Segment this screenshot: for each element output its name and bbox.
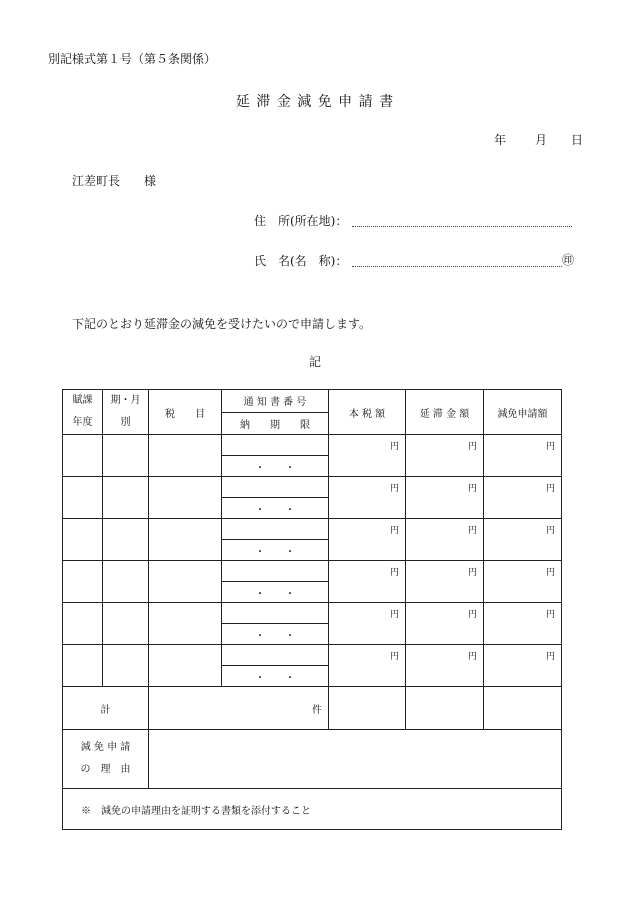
year-cell[interactable] xyxy=(63,519,103,561)
tax-item-cell[interactable] xyxy=(149,561,222,603)
principal-cell[interactable] xyxy=(329,561,406,603)
principal-cell[interactable] xyxy=(329,435,406,477)
period-cell[interactable] xyxy=(103,561,149,603)
principal-cell[interactable] xyxy=(329,519,406,561)
reason-label-line2: の 理 由 xyxy=(80,764,131,775)
header-year-cell xyxy=(63,390,103,435)
table-row xyxy=(63,519,562,540)
tax-item-cell[interactable] xyxy=(149,519,222,561)
table-row xyxy=(63,477,562,498)
date-dots: ・ ・ xyxy=(255,588,295,600)
seal-mark: ㊞ xyxy=(562,253,575,267)
header-year-top: 賦課 xyxy=(72,395,93,406)
year-cell[interactable] xyxy=(63,477,103,519)
yen-unit: 円 xyxy=(545,526,555,536)
notice-number-cell[interactable] xyxy=(222,645,329,666)
document-title: 延 滞 金 減 免 申 請 書 xyxy=(235,94,395,110)
header-tax-item: 税 目 xyxy=(149,390,222,435)
due-date-cell[interactable] xyxy=(222,498,329,519)
notice-number-cell[interactable] xyxy=(222,435,329,456)
reduction-cell[interactable] xyxy=(484,561,562,603)
year-cell[interactable] xyxy=(63,603,103,645)
date-dots: ・ ・ xyxy=(255,462,295,474)
date-dots: ・ ・ xyxy=(255,630,295,642)
total-late-fee-cell[interactable] xyxy=(406,687,484,730)
total-count-cell[interactable] xyxy=(149,687,329,730)
yen-unit: 円 xyxy=(389,526,399,536)
period-cell[interactable] xyxy=(103,603,149,645)
tax-item-cell[interactable] xyxy=(149,603,222,645)
yen-unit: 円 xyxy=(389,610,399,620)
reduction-cell[interactable] xyxy=(484,645,562,687)
yen-unit: 円 xyxy=(467,526,477,536)
period-cell[interactable] xyxy=(103,477,149,519)
yen-unit: 円 xyxy=(467,484,477,494)
principal-cell[interactable] xyxy=(329,477,406,519)
yen-unit: 円 xyxy=(545,442,555,452)
address-field[interactable] xyxy=(352,226,572,227)
due-date-cell[interactable] xyxy=(222,540,329,561)
period-cell[interactable] xyxy=(103,519,149,561)
year-cell[interactable] xyxy=(63,561,103,603)
total-row xyxy=(63,687,562,730)
yen-unit: 円 xyxy=(389,652,399,662)
date-dots: ・ ・ xyxy=(255,672,295,684)
due-date-cell[interactable] xyxy=(222,666,329,687)
form-number-label: 別記様式第１号（第５条関係） xyxy=(48,52,217,66)
principal-cell[interactable] xyxy=(329,645,406,687)
principal-cell[interactable] xyxy=(329,603,406,645)
tax-item-cell[interactable] xyxy=(149,435,222,477)
header-year-bottom: 年度 xyxy=(72,417,93,428)
yen-unit: 円 xyxy=(389,442,399,452)
due-date-cell[interactable] xyxy=(222,624,329,645)
late-fee-cell[interactable] xyxy=(406,645,484,687)
late-fee-cell[interactable] xyxy=(406,519,484,561)
reason-label-line1: 減 免 申 請 xyxy=(80,742,131,753)
header-period-top: 期・月 xyxy=(110,395,141,406)
header-due-date: 納 期 限 xyxy=(222,412,329,435)
reduction-cell[interactable] xyxy=(484,435,562,477)
total-label: 計 xyxy=(63,687,149,730)
late-fee-cell[interactable] xyxy=(406,603,484,645)
notice-number-cell[interactable] xyxy=(222,603,329,624)
table-row xyxy=(63,561,562,582)
address-label: 住 所(所在地)： xyxy=(254,214,348,228)
late-fee-cell[interactable] xyxy=(406,561,484,603)
reduction-cell[interactable] xyxy=(484,477,562,519)
name-field[interactable] xyxy=(352,266,562,267)
application-table xyxy=(62,389,562,830)
tax-item-cell[interactable] xyxy=(149,477,222,519)
year-cell[interactable] xyxy=(63,435,103,477)
date-day-label: 日 xyxy=(571,133,584,147)
yen-unit: 円 xyxy=(467,652,477,662)
header-period-bottom: 別 xyxy=(120,417,131,428)
yen-unit: 円 xyxy=(389,568,399,578)
tax-item-cell[interactable] xyxy=(149,645,222,687)
late-fee-cell[interactable] xyxy=(406,477,484,519)
year-cell[interactable] xyxy=(63,645,103,687)
yen-unit: 円 xyxy=(467,442,477,452)
addressee: 江差町長 様 xyxy=(72,174,157,188)
total-principal-cell[interactable] xyxy=(329,687,406,730)
name-label: 氏 名(名 称)： xyxy=(254,254,348,268)
header-reduction: 減免申請額 xyxy=(484,390,562,435)
total-reduction-cell[interactable] xyxy=(484,687,562,730)
ki-heading: 記 xyxy=(308,355,321,369)
date-dots: ・ ・ xyxy=(255,546,295,558)
reason-field[interactable] xyxy=(149,730,562,789)
count-unit: 件 xyxy=(312,704,322,716)
header-principal: 本 税 額 xyxy=(329,390,406,435)
period-cell[interactable] xyxy=(103,435,149,477)
table-row xyxy=(63,603,562,624)
reason-label-cell xyxy=(63,730,149,789)
header-late-fee: 延 滞 金 額 xyxy=(406,390,484,435)
table-row xyxy=(63,645,562,666)
table-row xyxy=(63,435,562,456)
header-notice-number: 通 知 書 番 号 xyxy=(222,390,329,413)
date-dots: ・ ・ xyxy=(255,504,295,516)
yen-unit: 円 xyxy=(467,610,477,620)
reason-row xyxy=(63,730,562,789)
date-month-label: 月 xyxy=(535,133,548,147)
yen-unit: 円 xyxy=(545,568,555,578)
yen-unit: 円 xyxy=(545,652,555,662)
yen-unit: 円 xyxy=(467,568,477,578)
reduction-cell[interactable] xyxy=(484,603,562,645)
header-period-cell xyxy=(103,390,149,435)
yen-unit: 円 xyxy=(389,484,399,494)
intro-text: 下記のとおり延滞金の減免を受けたいので申請します。 xyxy=(72,317,372,331)
late-fee-cell[interactable] xyxy=(406,435,484,477)
note-row xyxy=(63,789,562,830)
reduction-cell[interactable] xyxy=(484,519,562,561)
notice-number-cell[interactable] xyxy=(222,477,329,498)
due-date-cell[interactable] xyxy=(222,456,329,477)
notice-number-cell[interactable] xyxy=(222,519,329,540)
due-date-cell[interactable] xyxy=(222,582,329,603)
date-year-label: 年 xyxy=(494,133,507,147)
yen-unit: 円 xyxy=(545,484,555,494)
notice-number-cell[interactable] xyxy=(222,561,329,582)
yen-unit: 円 xyxy=(545,610,555,620)
period-cell[interactable] xyxy=(103,645,149,687)
attachment-note: ※ 減免の申請理由を証明する書類を添付すること xyxy=(63,789,562,830)
